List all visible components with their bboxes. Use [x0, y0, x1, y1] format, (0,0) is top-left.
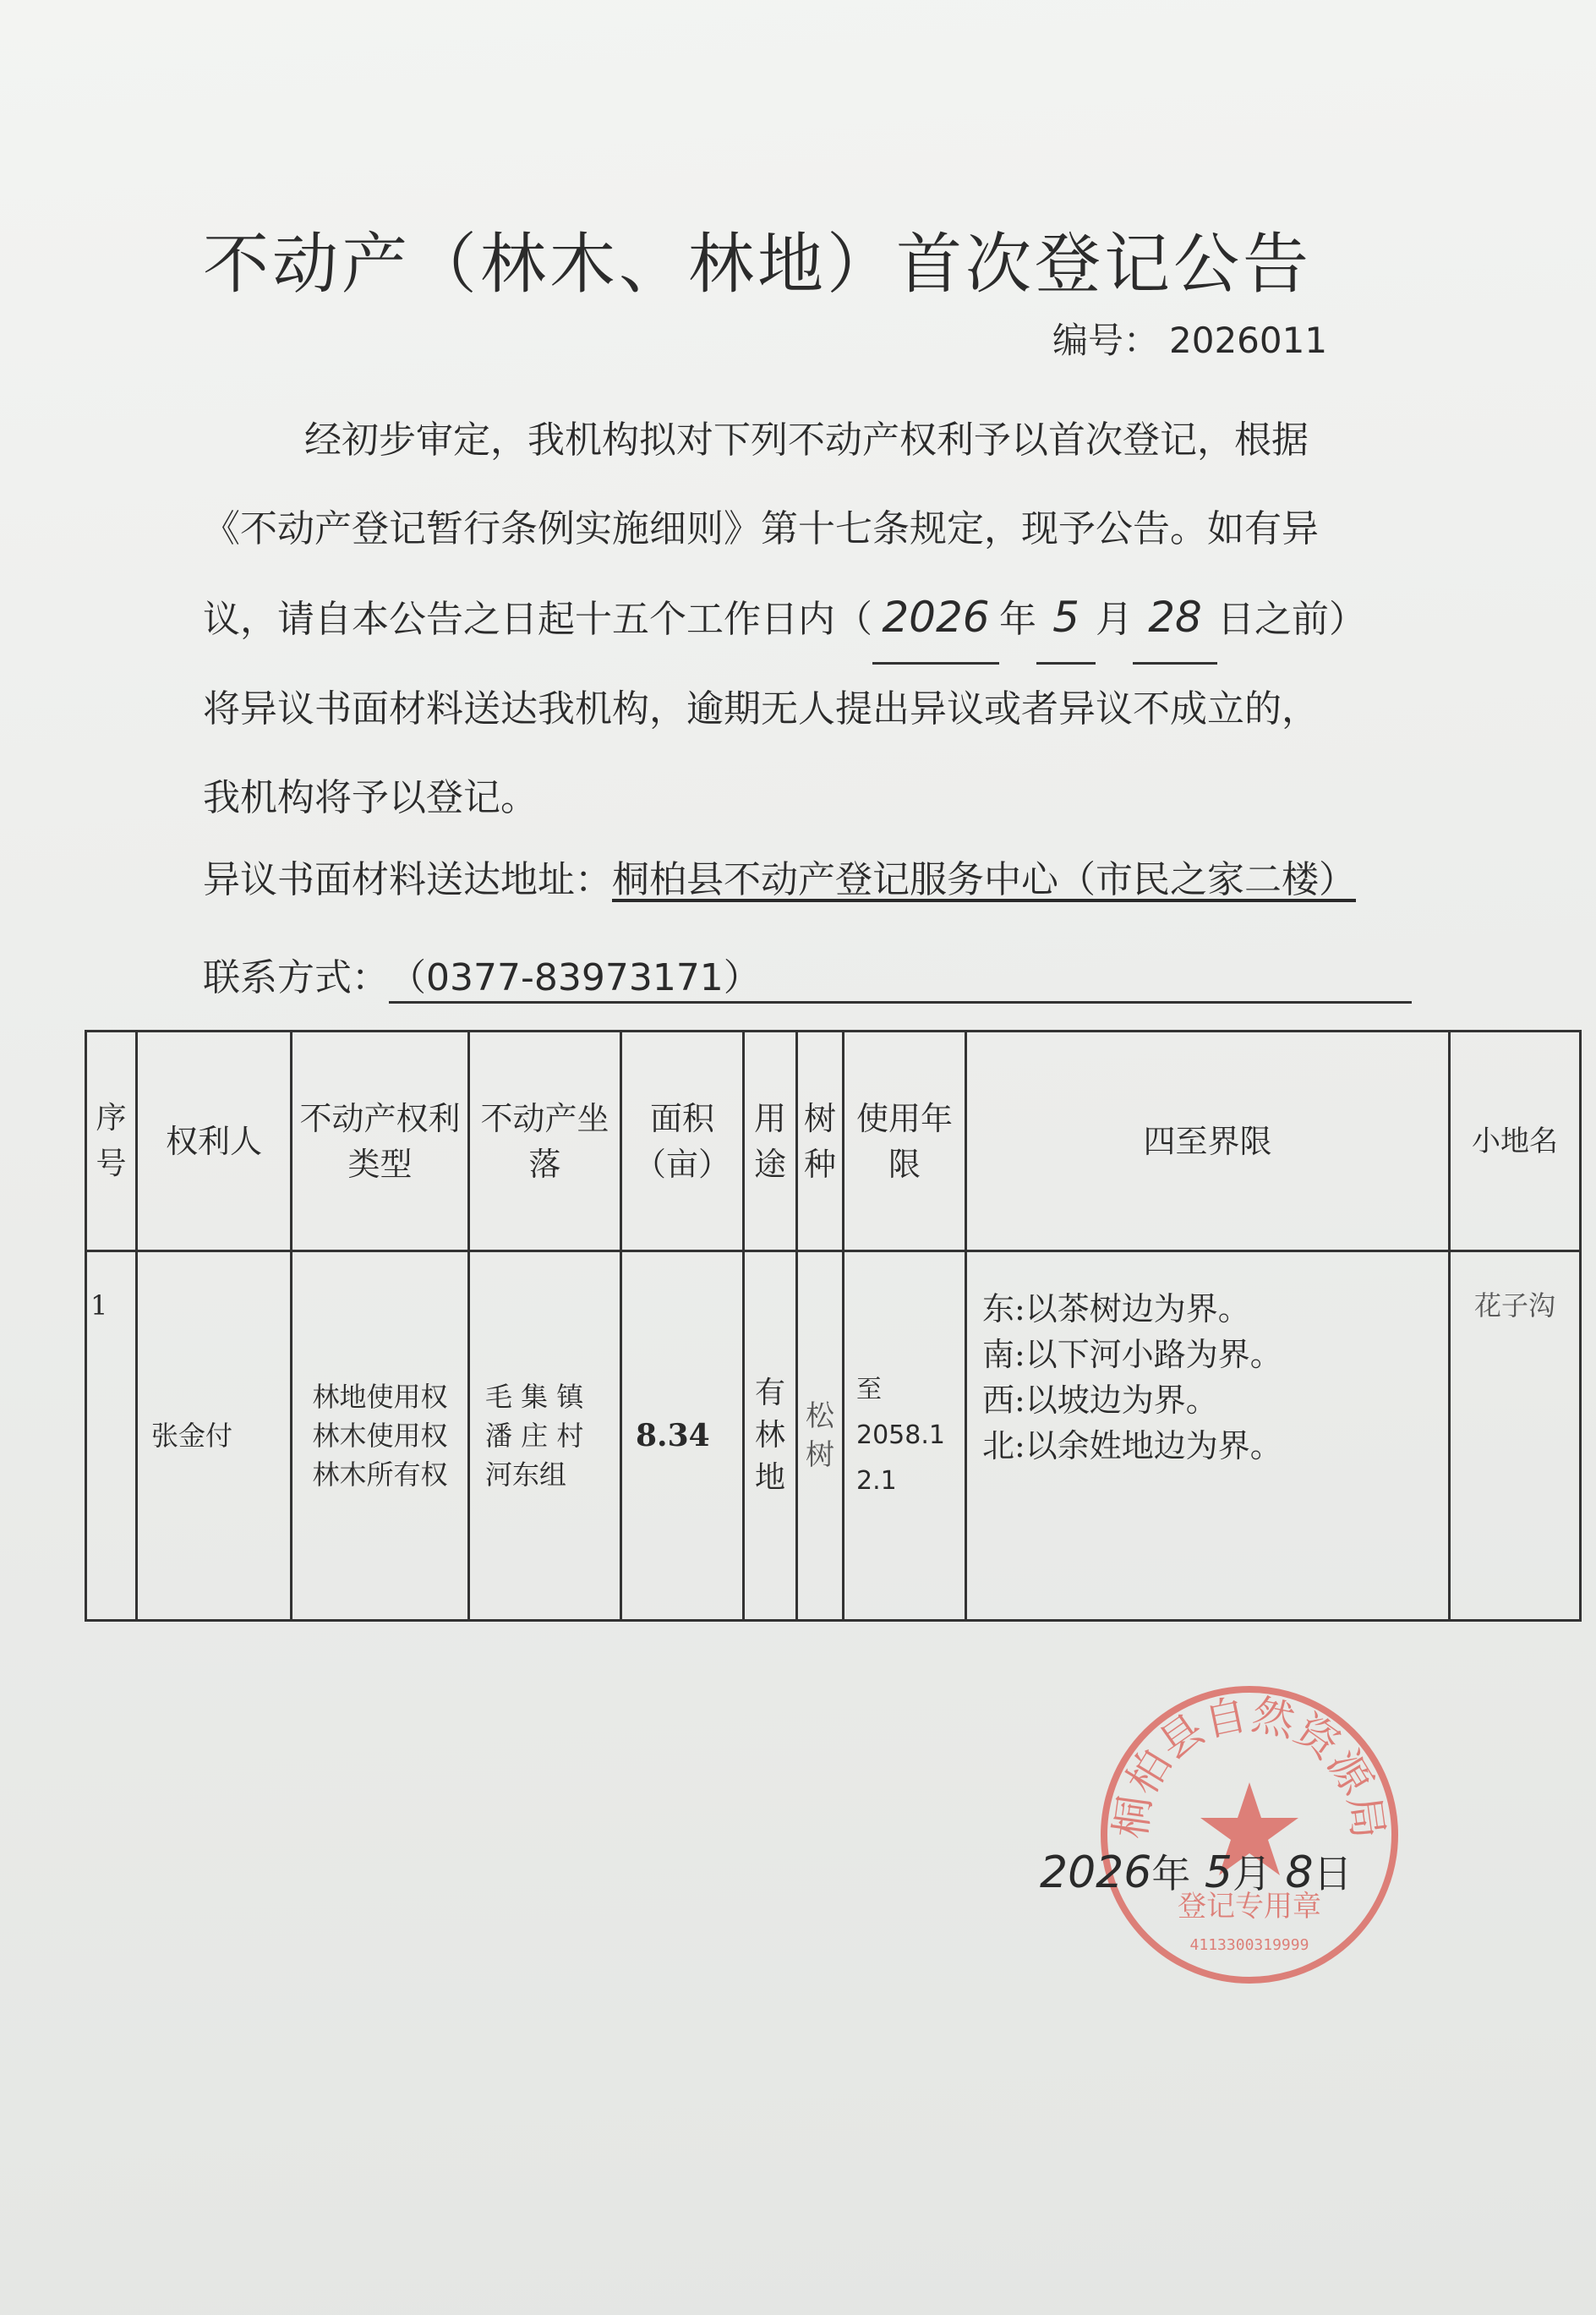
header-area: 面积（亩） — [621, 1032, 744, 1251]
doc-no-value: 2026011 — [1169, 320, 1328, 361]
doc-no-label: 编号： — [1052, 320, 1160, 361]
contact-info — [203, 947, 1412, 1004]
cell-holder: 张金付 — [137, 1251, 292, 1621]
body-line-3-post: 日之前） — [1217, 598, 1366, 641]
bound-west: 西:以坡边为界。 — [982, 1382, 1218, 1419]
notice-body — [203, 396, 1403, 842]
cell-no: 1 — [86, 1251, 137, 1621]
loc-line-1: 毛 集 镇 — [485, 1381, 584, 1413]
cell-place: 花子沟 — [1450, 1251, 1581, 1621]
header-type: 不动产权利类型 — [292, 1032, 469, 1251]
header-no: 序号 — [86, 1032, 137, 1251]
header-term: 使用年限 — [844, 1032, 966, 1251]
body-line-5: 我机构将予以登记。 — [203, 776, 538, 819]
table-header-row — [86, 1032, 1581, 1251]
term-line-1: 至 — [856, 1375, 882, 1404]
sign-date — [1040, 1843, 1353, 1899]
address-label: 异议书面材料送达地址： — [203, 858, 612, 901]
sign-month: 5 — [1204, 1847, 1233, 1898]
body-line-4: 将异议书面材料送达我机构，逾期无人提出异议或者异议不成立的， — [203, 687, 1319, 731]
month-char: 月 — [1096, 598, 1133, 641]
term-line-2: 2058.1 — [856, 1420, 945, 1450]
header-location: 不动产坐落 — [469, 1032, 621, 1251]
deadline-year: 2026 — [872, 573, 999, 665]
cell-bounds — [966, 1251, 1450, 1621]
sign-day-char: 日 — [1313, 1851, 1353, 1896]
body-line-3-pre: 议，请自本公告之日起十五个工作日内（ — [203, 598, 872, 641]
sign-year-char: 年 — [1151, 1851, 1191, 1896]
deadline-month: 5 — [1036, 573, 1096, 665]
year-char: 年 — [999, 598, 1036, 641]
body-line-2: 《不动产登记暂行条例实施细则》第十七条规定，现予公告。如有异 — [203, 507, 1319, 550]
contact-label: 联系方式： — [203, 956, 389, 999]
sign-year: 2026 — [1040, 1847, 1152, 1898]
bound-south: 南:以下河小路为界。 — [982, 1336, 1282, 1373]
header-place: 小地名 — [1450, 1032, 1581, 1251]
bound-north: 北:以余姓地边为界。 — [982, 1427, 1282, 1464]
cell-type — [292, 1251, 469, 1621]
body-line-1: 经初步审定，我机构拟对下列不动产权利予以首次登记，根据 — [304, 419, 1309, 462]
cell-use: 有林地 — [744, 1251, 797, 1621]
loc-line-2: 潘 庄 村 — [485, 1420, 584, 1452]
header-species: 树种 — [797, 1032, 844, 1251]
table-row — [86, 1251, 1581, 1621]
type-line-3: 林木所有权 — [312, 1459, 448, 1491]
cell-species: 松树 — [797, 1251, 844, 1621]
header-use: 用途 — [744, 1032, 797, 1251]
cell-term — [844, 1251, 966, 1621]
seal-subtext: 登记专用章 — [1178, 1890, 1321, 1924]
registration-table — [85, 1030, 1582, 1622]
address-value: 桐柏县不动产登记服务中心（市民之家二楼） — [612, 858, 1356, 901]
loc-line-3: 河东组 — [485, 1459, 567, 1491]
seal-code: 4113300319999 — [1189, 1936, 1309, 1954]
deadline-day: 28 — [1133, 573, 1217, 665]
cell-location — [469, 1251, 621, 1621]
document-number — [1052, 313, 1327, 364]
header-bounds: 四至界限 — [966, 1032, 1450, 1251]
body-line-3 — [203, 573, 1403, 665]
sign-month-char: 月 — [1232, 1851, 1271, 1896]
objection-address — [203, 849, 1356, 903]
official-seal — [1097, 1683, 1402, 1987]
sign-day: 8 — [1285, 1847, 1314, 1898]
bound-east: 东:以茶树边为界。 — [982, 1290, 1250, 1327]
type-line-1: 林地使用权 — [312, 1381, 448, 1413]
type-line-2: 林木使用权 — [312, 1420, 448, 1452]
header-holder: 权利人 — [137, 1032, 292, 1251]
cell-area: 8.34 — [621, 1251, 744, 1621]
notice-title: 不动产（林木、林地）首次登记公告 — [203, 227, 1313, 303]
contact-value: （0377-83973171） — [389, 947, 1412, 1004]
term-line-3: 2.1 — [856, 1466, 897, 1496]
seal-text: 桐柏县自然资源局 — [1106, 1689, 1393, 1842]
